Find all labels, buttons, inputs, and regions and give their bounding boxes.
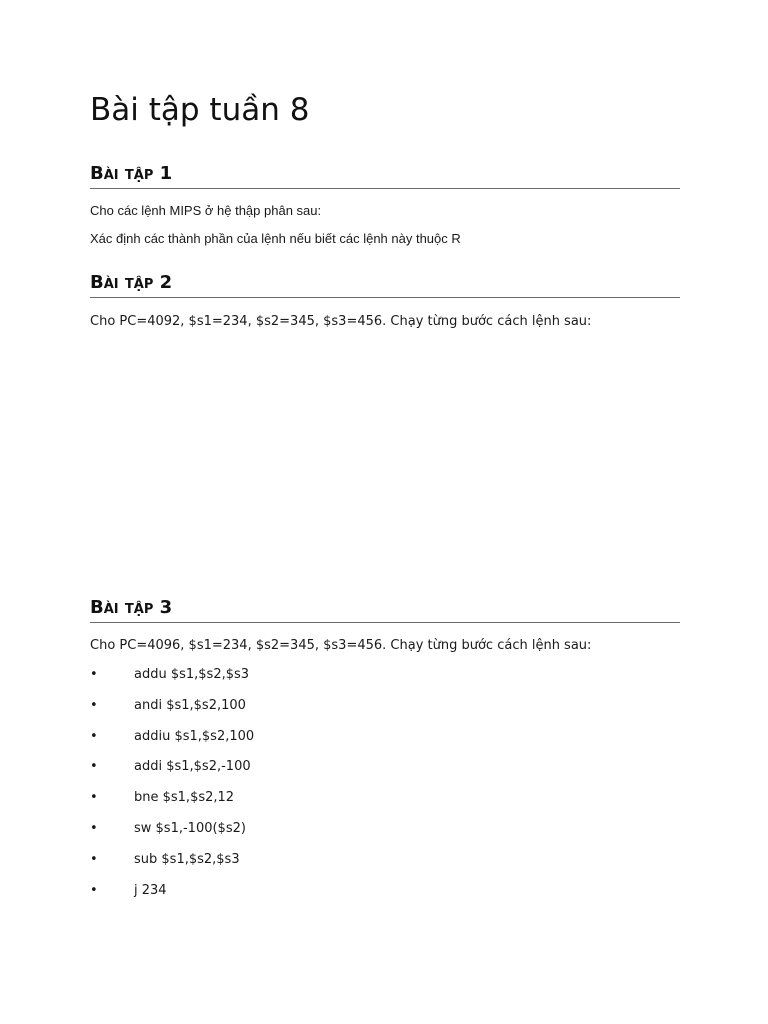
list-item-text: j 234 [134,882,167,898]
list-item-text: sw $s1,-100($s2) [134,820,246,836]
section-heading-1-text: Bài tập 1 [90,163,173,184]
bullet-icon: • [90,851,98,867]
list-item-text: bne $s1,$s2,12 [134,790,235,806]
list-item-text: andi $s1,$s2,100 [134,697,246,713]
section-1-line-1: Cho các lệnh MIPS ở hệ thập phân sau: [90,203,322,218]
section-heading-3 [90,597,680,623]
section-1-line-2: Xác định các thành phần của lệnh nếu biết các lệnh này thuộc R [90,231,461,246]
section-heading-1 [90,163,680,189]
bullet-icon: • [90,882,98,898]
bullet-icon: • [90,820,98,836]
bullet-icon: • [90,697,98,713]
section-2-line-1: Cho PC=4092, $s1=234, $s2=345, $s3=456. Chạy từng bước cách lệnh sau: [90,314,592,329]
list-item-text: addiu $s1,$s2,100 [134,728,255,744]
bullet-icon: • [90,667,98,682]
section-heading-2 [90,272,680,298]
section-3-line-1: Cho PC=4096, $s1=234, $s2=345, $s3=456. Chạy từng bước cách lệnh sau: [90,638,592,653]
document-title: Bài tập tuần 8 [90,92,310,128]
bullet-icon: • [90,790,98,806]
bullet-icon: • [90,728,98,744]
section-heading-2-text: Bài tập 2 [90,272,173,293]
list-item-text: addu $s1,$s2,$s3 [134,667,250,682]
list-item-text: sub $s1,$s2,$s3 [134,851,240,867]
bullet-icon: • [90,759,98,775]
list-item-text: addi $s1,$s2,-100 [134,759,251,775]
section-heading-3-text: Bài tập 3 [90,597,173,618]
